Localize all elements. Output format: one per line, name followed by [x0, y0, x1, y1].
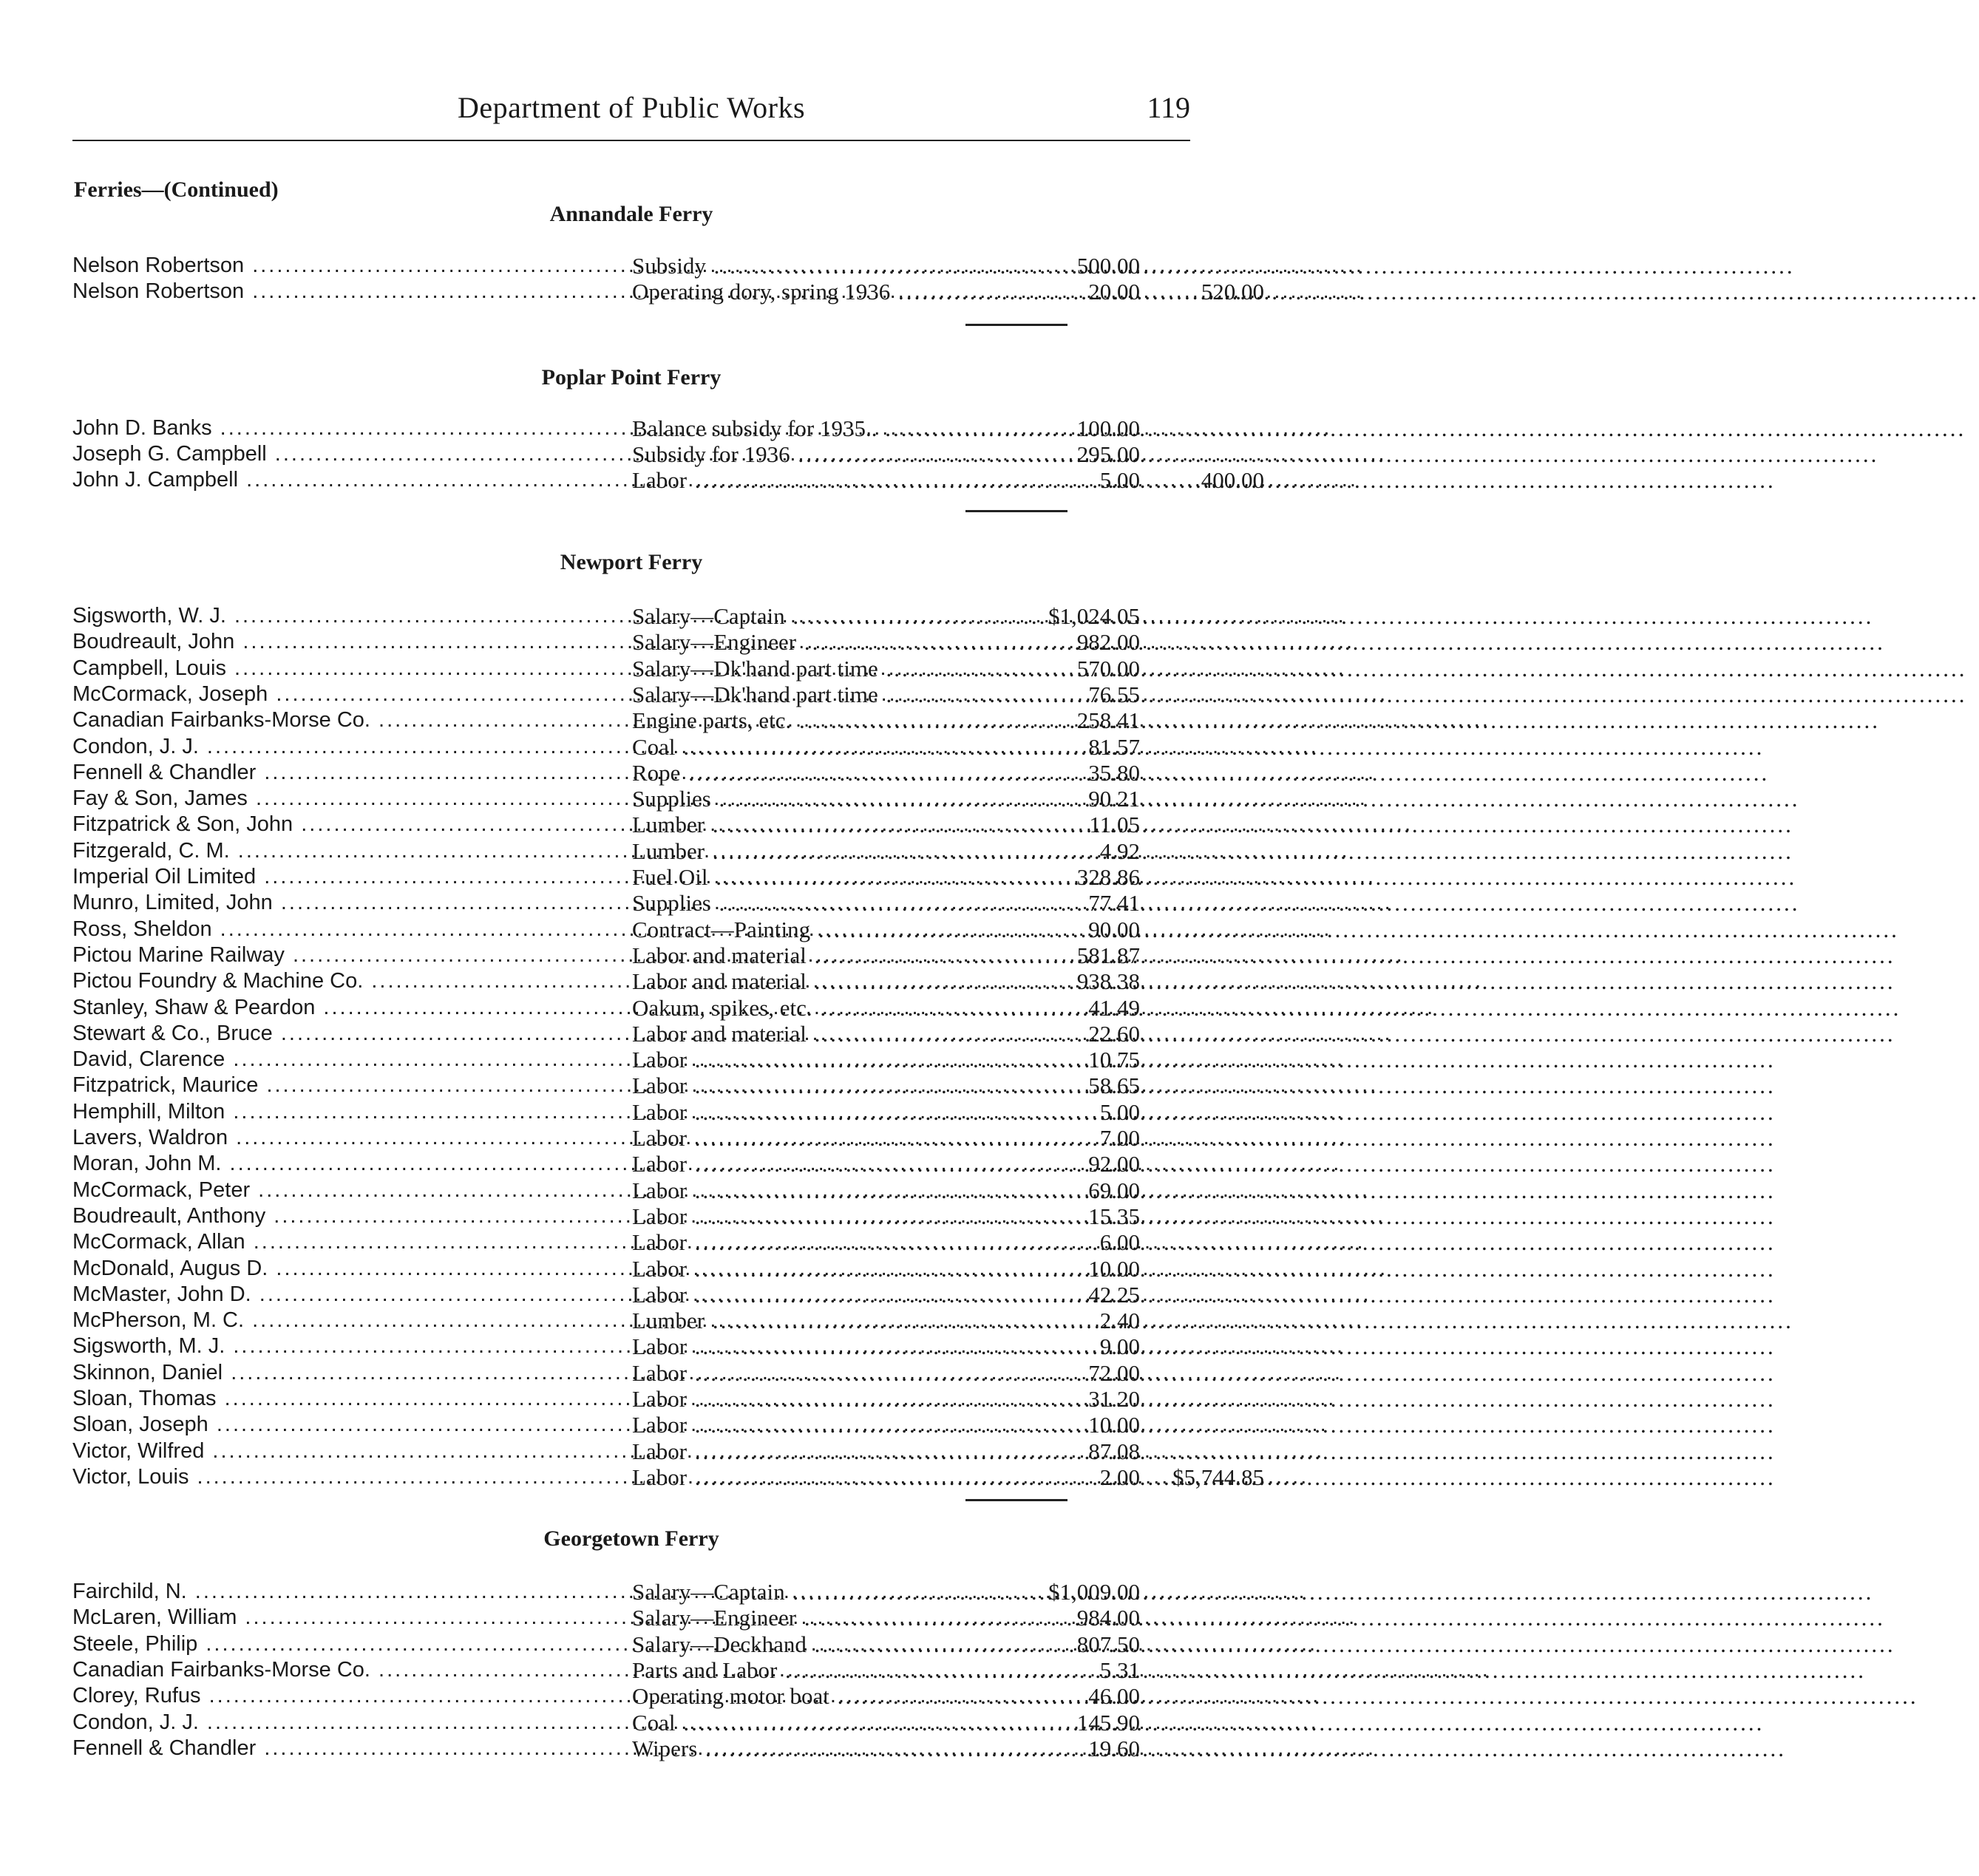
item-amount: 81.57: [1088, 734, 1140, 760]
ledger-row: [72, 838, 1190, 864]
item-description: Salary—Dk'hand part time .....: [632, 682, 1016, 707]
item-amount: 295.00: [1076, 441, 1140, 467]
payee-name: Imperial Oil Limited .....: [72, 864, 631, 890]
item-description: Labor .....: [632, 1282, 1016, 1308]
payee-name: Clorey, Rufus .....: [72, 1683, 631, 1709]
item-description: Labor .....: [632, 1047, 1016, 1073]
item-description: Salary—Deckhand .....: [632, 1631, 1016, 1657]
ledger-row: [72, 1386, 1190, 1412]
item-amount: 807.50: [1076, 1631, 1140, 1657]
item-amount: 58.65: [1088, 1073, 1140, 1098]
item-amount: 2.40: [1099, 1308, 1140, 1333]
ledger-row: [72, 812, 1190, 837]
item-amount: 5.00: [1099, 1099, 1140, 1125]
ledger-row: [72, 1438, 1190, 1464]
ledger-row: [72, 786, 1190, 812]
item-description: Rope .....: [632, 760, 1016, 786]
payee-name: McCormack, Peter .....: [72, 1177, 631, 1203]
ledger-row: [72, 1021, 1190, 1047]
payee-name: Stanley, Shaw & Peardon .....: [72, 995, 631, 1021]
ledger-row: [72, 1579, 1190, 1605]
ledger-row: [72, 1333, 1190, 1359]
item-description: Labor .....: [632, 1177, 1016, 1203]
payee-name: Fennell & Chandler .....: [72, 760, 631, 786]
item-description: Labor .....: [632, 1386, 1016, 1412]
item-amount: 328.86: [1076, 864, 1140, 890]
payee-name: Fay & Son, James .....: [72, 786, 631, 812]
payee-name: Skinnon, Daniel .....: [72, 1360, 631, 1386]
page-title: Department of Public Works: [457, 91, 806, 124]
ledger-row: [72, 1605, 1190, 1631]
item-amount: 92.00: [1088, 1151, 1140, 1177]
ledger-row: [72, 1736, 1190, 1761]
item-amount: 100.00: [1076, 415, 1140, 441]
payee-name: Sloan, Joseph .....: [72, 1412, 631, 1438]
item-description: Coal .....: [632, 734, 1016, 760]
payee-name: Ross, Sheldon .....: [72, 917, 631, 942]
ledger-row: [72, 1683, 1190, 1709]
item-amount: 46.00: [1088, 1683, 1140, 1709]
item-amount: 90.21: [1088, 786, 1140, 812]
item-description: Engine parts, etc. .....: [632, 707, 1016, 733]
ledger-row: [72, 995, 1190, 1021]
item-amount: 570.00: [1076, 656, 1140, 682]
payee-name: John D. Banks .....: [72, 415, 631, 441]
ledger-row: [72, 1047, 1190, 1073]
ledger-row: [72, 1360, 1190, 1386]
ledger-row: [72, 603, 1190, 629]
payee-name: Sigsworth, W. J. .....: [72, 603, 631, 629]
item-description: Oakum, spikes, etc. .....: [632, 995, 1016, 1021]
item-amount: 500.00: [1076, 253, 1140, 279]
section-total: $5,744.85: [1172, 1464, 1264, 1490]
section-title: Annandale Ferry: [549, 202, 713, 226]
page-number: 119: [1147, 91, 1190, 124]
item-description: Subsidy for 1936 .....: [632, 441, 1016, 467]
payee-name: McCormack, Allan .....: [72, 1229, 631, 1255]
item-description: Coal .....: [632, 1710, 1016, 1736]
payee-name: Condon, J. J. .....: [72, 734, 631, 760]
ledger-row: [72, 1151, 1190, 1177]
payee-name: Stewart & Co., Bruce .....: [72, 1021, 631, 1047]
payee-name: Hemphill, Milton .....: [72, 1099, 631, 1125]
ledger-row: [72, 682, 1190, 707]
item-description: Labor .....: [632, 1125, 1016, 1151]
ledger-row: [72, 1125, 1190, 1151]
item-amount: 20.00: [1088, 279, 1140, 305]
ledger-row: [72, 917, 1190, 942]
payee-name: Nelson Robertson .....: [72, 253, 631, 279]
payee-name: Moran, John M. .....: [72, 1151, 631, 1177]
item-description: Labor .....: [632, 1151, 1016, 1177]
ledger-row: [72, 1657, 1190, 1683]
item-amount: 31.20: [1088, 1386, 1140, 1412]
item-description: Labor and material .....: [632, 968, 1016, 994]
item-amount: 7.00: [1099, 1125, 1140, 1151]
payee-name: David, Clarence .....: [72, 1047, 631, 1073]
item-amount: 90.00: [1088, 917, 1140, 942]
payee-name: Nelson Robertson .....: [72, 279, 631, 305]
item-description: Operating dory, spring 1936 .....: [632, 279, 1016, 305]
item-description: Salary—Dk'hand part time .....: [632, 656, 1016, 682]
item-amount: 10.00: [1088, 1412, 1140, 1438]
ledger-row: [72, 1710, 1190, 1736]
item-description: Labor and material .....: [632, 942, 1016, 968]
section-title: Newport Ferry: [560, 550, 703, 574]
item-amount: 77.41: [1088, 890, 1140, 916]
item-amount: 42.25: [1088, 1282, 1140, 1308]
section-title: Georgetown Ferry: [543, 1526, 719, 1551]
ledger-row: [72, 629, 1190, 655]
ledger-row: [72, 1256, 1190, 1282]
payee-name: McDonald, Augus D. .....: [72, 1256, 631, 1282]
item-amount: 76.55: [1088, 682, 1140, 707]
ledger-row: [72, 890, 1190, 916]
payee-name: Pictou Foundry & Machine Co. .....: [72, 968, 631, 994]
item-description: Fuel Oil .....: [632, 864, 1016, 890]
payee-name: Canadian Fairbanks-Morse Co. .....: [72, 707, 631, 733]
item-description: Labor .....: [632, 1438, 1016, 1464]
section-title: Poplar Point Ferry: [541, 365, 722, 390]
item-description: Labor .....: [632, 1256, 1016, 1282]
item-description: Salary—Engineer .....: [632, 629, 1016, 655]
ledger-row: [72, 279, 1264, 305]
payee-name: Fairchild, N. .....: [72, 1579, 631, 1605]
payee-name: Canadian Fairbanks-Morse Co. .....: [72, 1657, 631, 1683]
ledger-row: [72, 1282, 1190, 1308]
ledger-row: [72, 707, 1190, 733]
payee-name: McPherson, M. C. .....: [72, 1308, 631, 1333]
ledger-row: [72, 1464, 1264, 1490]
item-description: Salary—Captain .....: [632, 603, 1016, 629]
section-total: 400.00: [1201, 467, 1264, 493]
item-amount: 2.00: [1099, 1464, 1140, 1490]
payee-name: Munro, Limited, John .....: [72, 890, 631, 916]
ledger-row: [72, 1203, 1190, 1229]
item-description: Operating motor boat .....: [632, 1683, 1016, 1709]
ledger-row: [72, 942, 1190, 968]
payee-name: McMaster, John D. .....: [72, 1282, 631, 1308]
ledger-row: [72, 1308, 1190, 1333]
item-amount: 35.80: [1088, 760, 1140, 786]
sum-rule: [965, 1499, 1067, 1501]
item-description: Lumber .....: [632, 812, 1016, 837]
payee-name: Victor, Louis .....: [72, 1464, 631, 1490]
item-amount: $1,024.05: [1048, 603, 1140, 629]
ledger-row: [72, 864, 1190, 890]
item-amount: 581.87: [1076, 942, 1140, 968]
payee-name: Joseph G. Campbell .....: [72, 441, 631, 467]
ledger-row: [72, 1631, 1190, 1657]
payee-name: Boudreault, Anthony .....: [72, 1203, 631, 1229]
item-amount: 9.00: [1099, 1333, 1140, 1359]
sum-rule: [965, 324, 1067, 326]
item-amount: 41.49: [1088, 995, 1140, 1021]
item-amount: 19.60: [1088, 1736, 1140, 1761]
ledger-row: [72, 415, 1190, 441]
payee-name: Condon, J. J. .....: [72, 1710, 631, 1736]
item-amount: 22.60: [1088, 1021, 1140, 1047]
item-description: Salary—Captain .....: [632, 1579, 1016, 1605]
item-amount: 984.00: [1076, 1605, 1140, 1631]
item-amount: 145.90: [1076, 1710, 1140, 1736]
item-amount: 6.00: [1099, 1229, 1140, 1255]
page-header: [72, 90, 1190, 127]
ledger-row: [72, 1229, 1190, 1255]
header-rule: [72, 140, 1190, 141]
ledger-row: [72, 734, 1190, 760]
item-description: Labor .....: [632, 1073, 1016, 1098]
ledger-row: [72, 253, 1190, 279]
payee-name: Fennell & Chandler .....: [72, 1736, 631, 1761]
item-description: Labor .....: [632, 1203, 1016, 1229]
item-description: Labor .....: [632, 1229, 1016, 1255]
payee-name: Sigsworth, M. J. .....: [72, 1333, 631, 1359]
payee-name: Victor, Wilfred .....: [72, 1438, 631, 1464]
ledger-row: [72, 656, 1190, 682]
ledger-row: [72, 1099, 1190, 1125]
item-amount: 4.92: [1099, 838, 1140, 864]
item-amount: 10.75: [1088, 1047, 1140, 1073]
item-amount: 982.00: [1076, 629, 1140, 655]
continued-heading: Ferries—(Continued): [74, 177, 279, 202]
payee-name: Boudreault, John .....: [72, 629, 631, 655]
ledger-row: [72, 441, 1190, 467]
payee-name: Pictou Marine Railway .....: [72, 942, 631, 968]
payee-name: Sloan, Thomas .....: [72, 1386, 631, 1412]
payee-name: Fitzpatrick, Maurice .....: [72, 1073, 631, 1098]
sum-rule: [965, 510, 1067, 512]
item-amount: 11.05: [1089, 812, 1140, 837]
item-description: Labor and material .....: [632, 1021, 1016, 1047]
item-description: Labor .....: [632, 1333, 1016, 1359]
payee-name: McLaren, William .....: [72, 1605, 631, 1631]
ledger-row: [72, 1073, 1190, 1098]
payee-name: Campbell, Louis .....: [72, 656, 631, 682]
payee-name: Fitzpatrick & Son, John .....: [72, 812, 631, 837]
item-description: Lumber .....: [632, 1308, 1016, 1333]
ledger-row: [72, 467, 1264, 493]
ledger-row: [72, 760, 1190, 786]
payee-name: Fitzgerald, C. M. .....: [72, 838, 631, 864]
item-description: Balance subsidy for 1935.. .....: [632, 415, 1016, 441]
payee-name: McCormack, Joseph .....: [72, 682, 631, 707]
item-amount: 69.00: [1088, 1177, 1140, 1203]
item-description: Parts and Labor .....: [632, 1657, 1016, 1683]
item-description: Contract—Painting .....: [632, 917, 1016, 942]
ledger-row: [72, 1177, 1190, 1203]
item-description: Labor .....: [632, 1464, 1016, 1490]
item-amount: 87.08: [1088, 1438, 1140, 1464]
payee-name: Steele, Philip .....: [72, 1631, 631, 1657]
item-description: Salary—Engineer .....: [632, 1605, 1016, 1631]
item-amount: 10.00: [1088, 1256, 1140, 1282]
item-description: Supplies .....: [632, 786, 1016, 812]
section-total: 520.00: [1201, 279, 1264, 305]
item-description: Lumber .....: [632, 838, 1016, 864]
item-description: Wipers .....: [632, 1736, 1016, 1761]
payee-name: Lavers, Waldron .....: [72, 1125, 631, 1151]
item-amount: 5.00: [1099, 467, 1140, 493]
item-amount: $1,009.00: [1048, 1579, 1140, 1605]
item-description: Labor .....: [632, 1099, 1016, 1125]
item-amount: 258.41: [1076, 707, 1140, 733]
item-description: Subsidy .....: [632, 253, 1016, 279]
item-description: Labor .....: [632, 1412, 1016, 1438]
item-description: Supplies .....: [632, 890, 1016, 916]
item-amount: 5.31: [1099, 1657, 1140, 1683]
ledger-row: [72, 968, 1190, 994]
item-amount: 15.35: [1088, 1203, 1140, 1229]
item-amount: 938.38: [1076, 968, 1140, 994]
item-amount: 72.00: [1088, 1360, 1140, 1386]
item-description: Labor .....: [632, 1360, 1016, 1386]
ledger-row: [72, 1412, 1190, 1438]
item-description: Labor .....: [632, 467, 1016, 493]
payee-name: John J. Campbell .....: [72, 467, 631, 493]
